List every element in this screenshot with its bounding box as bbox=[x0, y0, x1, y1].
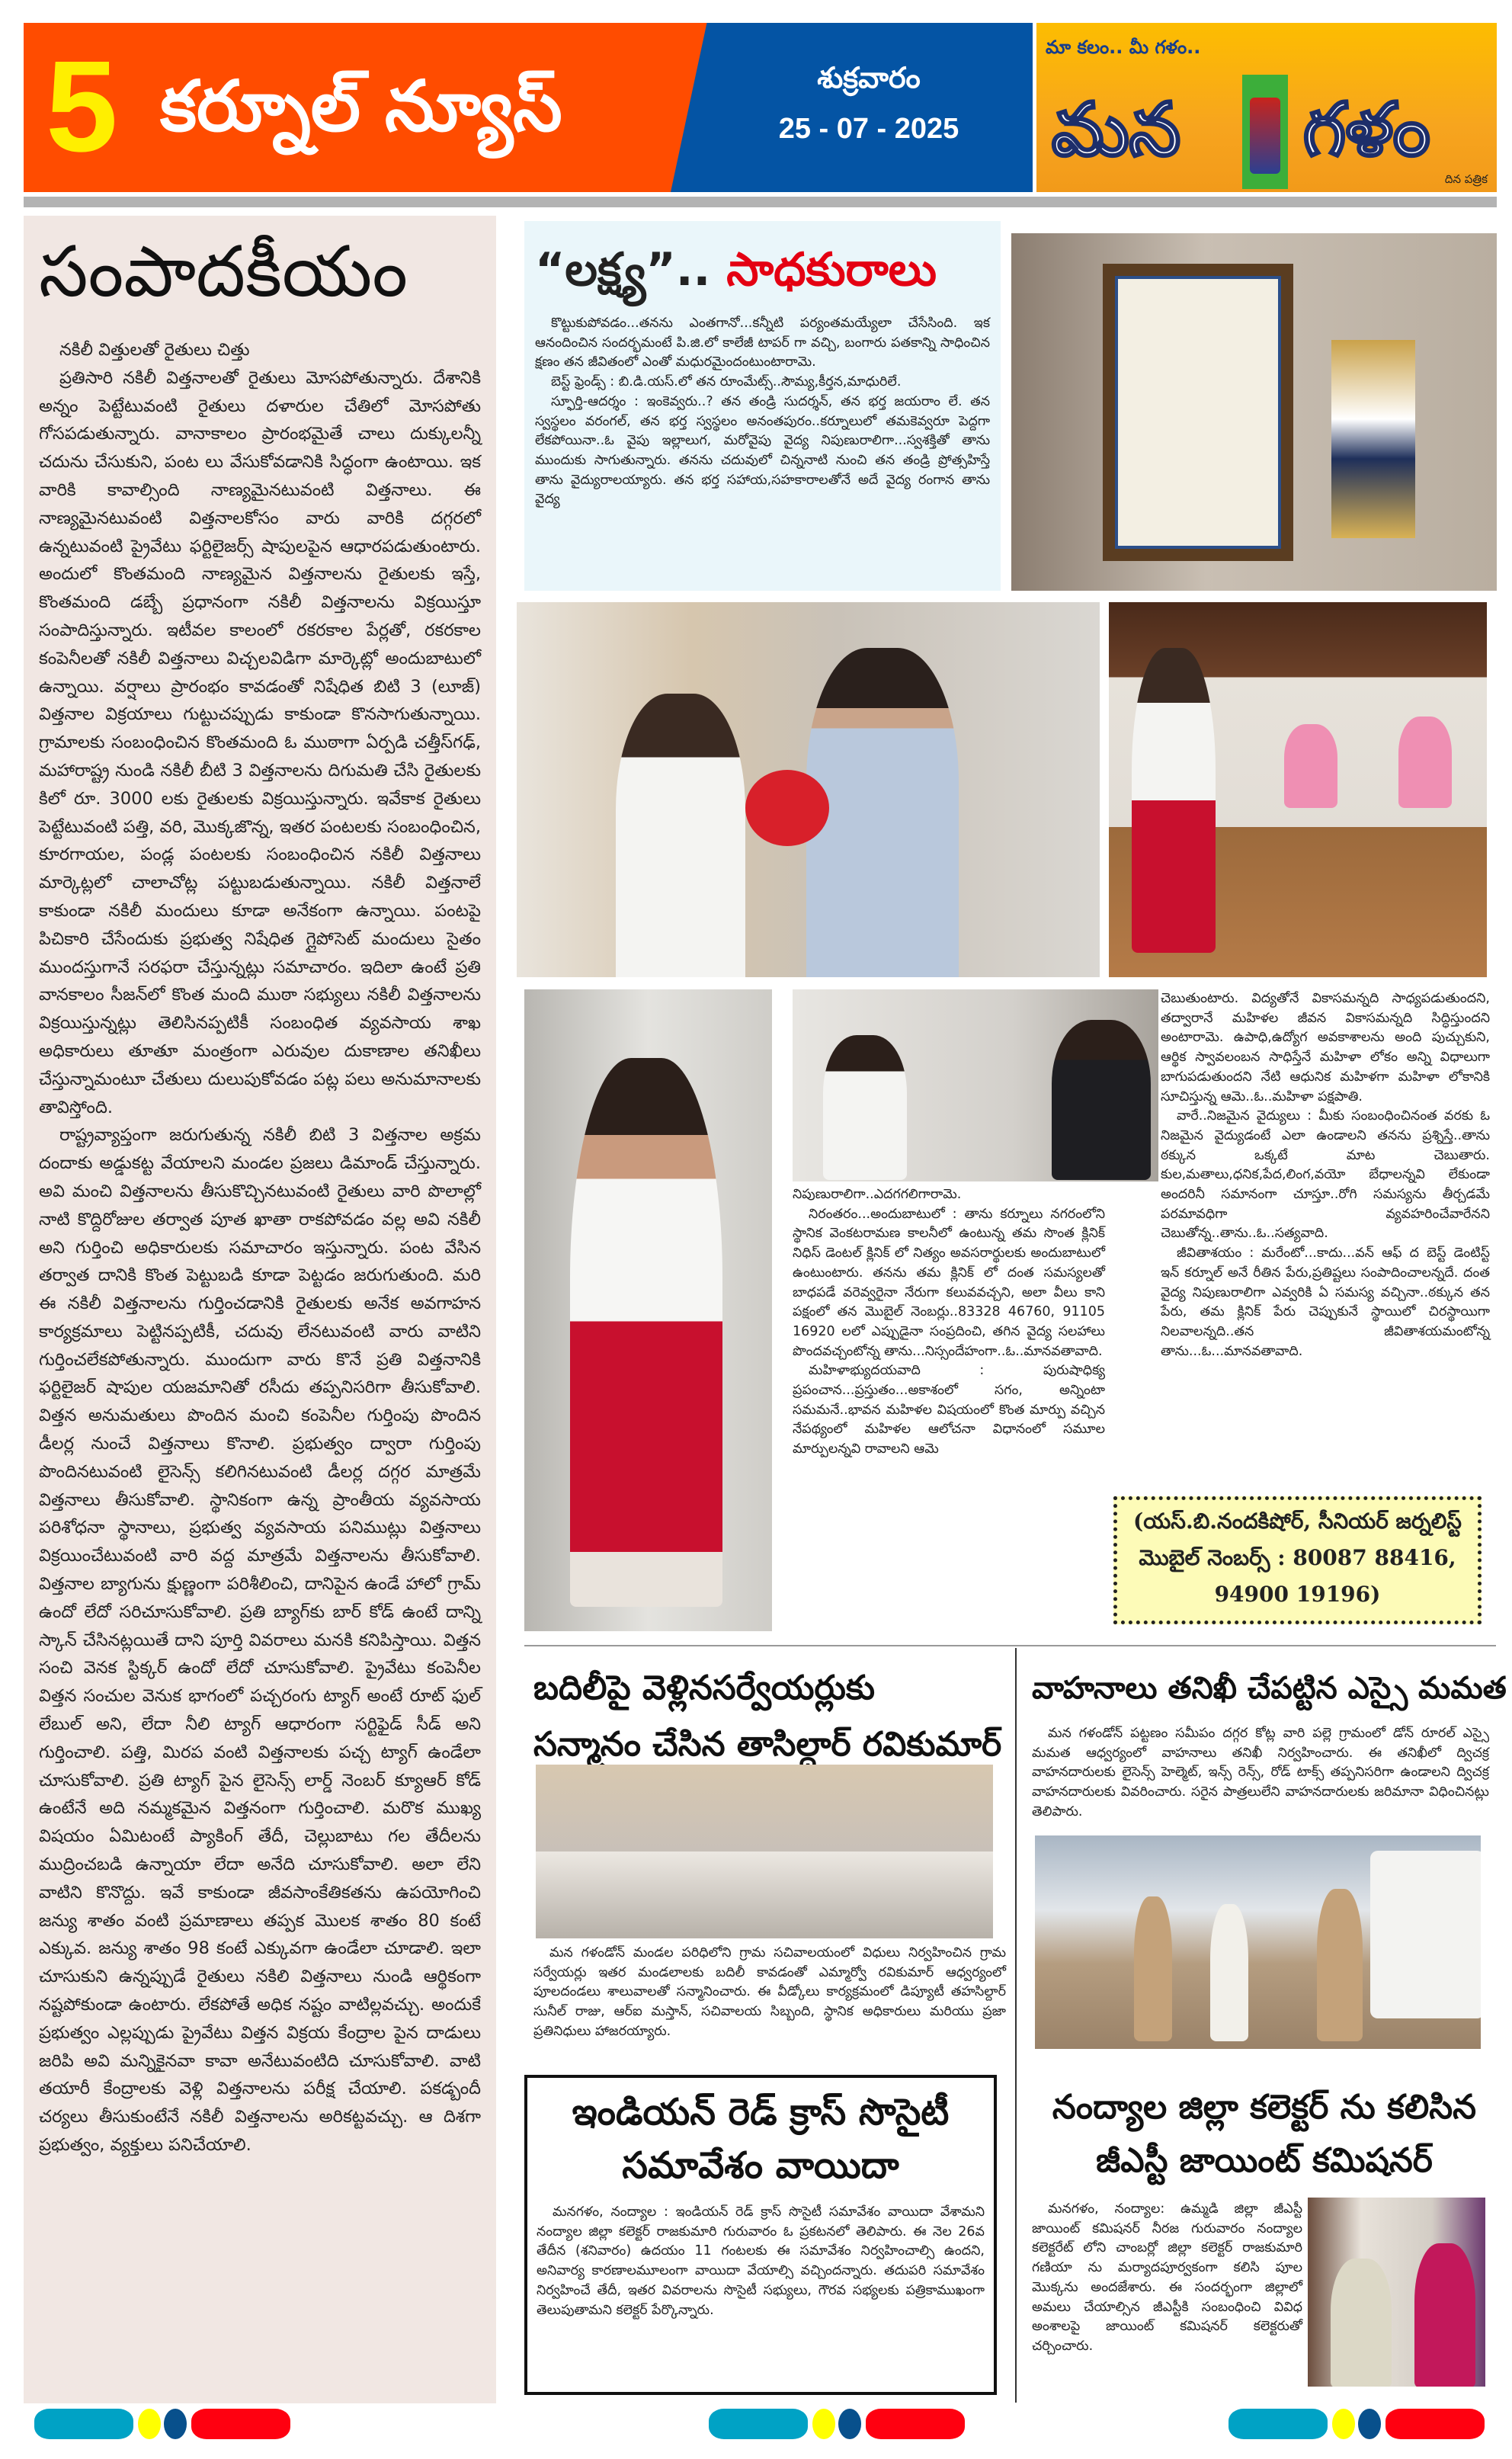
byline-author: (యస్.బి.నందకిషోర్, సీనియర్ జర్నలిస్ట్ bbox=[1133, 1508, 1462, 1534]
redcross-story-box bbox=[524, 2075, 997, 2395]
felicitation-photo bbox=[536, 1765, 993, 1938]
headline-line: బదిలీపై వెళ్లినసర్వేయర్లుకు bbox=[533, 1669, 876, 1707]
editorial-subhead: నకిలీ విత్తులతో రైతులు చిత్తు bbox=[59, 340, 250, 360]
masthead-divider bbox=[24, 197, 1497, 207]
collector-story-headline bbox=[1032, 2081, 1497, 2188]
feature-paragraph: కొట్టుకుపోవడం...తనను ఎంతగానో...కన్నీటి పర్యంతమయ్యేలా చేసేసింది. ఇక ఆనందించిన సందర్భమంటే పి.జి.లో కాలేజీ టాపర్ గా వచ్చి, బంగారు పతకాన్ని సాధించిన క్షణం తన జీవితంలో ఎంతో మధురమైందంటుంటారామె. bbox=[535, 316, 990, 370]
feature-paragraph: బెస్ట్ ఫ్రెండ్స్ : బి.డి.యస్.లో తన రూంమేట్స్..సౌమ్య,కీర్తన,మాధురిలే. bbox=[551, 374, 902, 390]
story-text: మనగళం, నంద్యాల: ఉమ్మడి జిల్లా జీఎస్టీ జాయింట్ కమిషనర్ నీరజ గురువారం నంద్యాల కలెక్టరేట్ లోని చాంబర్లో జిల్లా కలెక్టర్ రాజకుమారి గణియా ను మర్యాదపూర్వకంగా కలిసి పూల మొక్కను అందజేశారు. ఈ సందర్భంగా జిల్లాలో అమలు చేయాల్సిన జీఎస్టీకి సంబంధించి వివిధ అంశాలపై జాయింట్ కమిషనర్ కలెక్టరుతో చర్చించారు. bbox=[1032, 2201, 1302, 2354]
feature-paragraph: నిరంతరం...అందుబాటులో : తాను కర్నూలు నగరంలోని స్థానిక వెంకటరామణ కాలనీలో ఉంటున్న తమ సొంత క్లినిక్ నిధిస్ డెంటల్ క్లినిక్ లో నిత్యం అవసరార్థులకు అందుబాటులో ఉంటుంటారు. తనను తమ క్లినిక్ లో దంత సమస్యలతో బాధపడే వరెవ్వరైనా నేరుగా కలువవచ్చని, అలా వీలు కాని పక్షంలో తన మొబైల్ నెంబర్లు..83328 46760, 91105 16920 లలో ఎప్పుడైనా సంప్రదించి, తగిన వైద్య సలహాలు పొందవచ్చంటోన్న తాను...నిస్సందేహంగా..ఓ..మానవతావాది. bbox=[793, 1206, 1105, 1359]
feature-paragraph: వారే..నిజమైన వైద్యులు : మీకు సంబంధించినంత వరకు ఓ నిజమైన వైద్యుడంటే ఎలా ఉండాలని తనను ప్రశ్నిస్తే..తాను ఠక్కున ఒక్కటే మాట చెబుతారు. కుల,మతాలు,ధనిక,పేద,లింగ,వయో బేధాలన్నవి లేకుండా అందరినీ సమానంగా చూస్తూ..రోగి సమస్యను తీర్చడమే పరమావధిగా వ్యవహరించేవారేనని చెబుతోన్న..తాను..ఓ..సత్యవాది. bbox=[1161, 1108, 1490, 1242]
story-text: మనగళం, నంద్యాల : ఇండియన్ రెడ్ క్రాస్ సొసైటీ సమావేశం వాయిదా వేశామని నంద్యాల జిల్లా కలెక్టర్ రాజకుమారి గురువారం ఓ ప్రకటనలో తెలిపారు. ఈ నెల 26వ తేదీన (శనివారం) ఉదయం 11 గంటలకు ఈ సమావేశం నిర్వహించాల్సి ఉందని, అనివార్య కారణాలమూలంగా వాయిదా వేయాల్సి వచ్చిందన్నారు. తదుపరి సమావేశం నిర్వహించే తేదీ, ఇతర వివరాలను సొసైటీ సభ్యులు, గౌరవ సభ్యలకు పత్రికాముఖంగా తెలుపుతామని కలెక్టర్ పేర్కొన్నారు. bbox=[537, 2204, 985, 2318]
editorial-column bbox=[24, 216, 496, 2403]
headline-quote: “లక్ష్య”.. bbox=[535, 243, 711, 297]
doctor-portrait-photo bbox=[524, 989, 772, 1631]
section-title: కర్నూల్ న్యూస్ bbox=[160, 66, 562, 147]
byline-phone: మొబైల్ నెంబర్స్ : 80087 88416, bbox=[1139, 1545, 1456, 1570]
section-divider bbox=[524, 1645, 1496, 1646]
story-text: మన గళండోన్ పట్టణం సమీపం దగ్గర కోట్ల వారి పల్లె గ్రామంలో డోన్ రూరల్ ఎస్సై మమత ఆధ్వర్యంలో వాహనాలు తనిఖీ నిర్వహించారు. ఈ తనిఖీలో ద్విచక్ర వాహనదారులకు లైసెన్స్ హెల్మెట్, ఇన్స్ రెన్స్, రోడ్ టాక్స్ తప్పనిసరిగా ఉండాలని ద్విచక్ర వాహనదారులకు వివరించారు. సరైన పాత్రలులేని వాహనదారులకు జరిమానా విధించినట్లు తెలిపారు. bbox=[1032, 1726, 1489, 1819]
story-text: మన గళండోన్ మండల పరిధిలోని గ్రామ సచివాలయంలో విధులు నిర్వహించిన గ్రామ సర్వేయర్లు ఇతర మండలాలకు బదిలీ కావడంతో ఎమ్మార్వో రవికుమార్ ఆధ్వర్యంలో పూలదండలు శాలువాలతో సన్మానించారు. ఈ వీడ్కోలు కార్యక్రమంలో డిప్యూటీ తహసిల్దార్ సునీల్ రాజు, ఆర్ఐ మస్తాన్, సచివాలయ సిబ్బంది, స్థానిక అధికారులు మరియు ప్రజా ప్రతినిధులు హాజరయ్యారు. bbox=[533, 1945, 1006, 2039]
certificate-photo bbox=[1011, 233, 1497, 591]
logo-tagline: మా కలం.. మీ గళం.. bbox=[1046, 37, 1201, 58]
fist-pen-icon bbox=[1242, 75, 1288, 189]
footer-ornament bbox=[1228, 2409, 1495, 2442]
vehicle-story-body bbox=[1032, 1724, 1489, 1823]
collector-story-body bbox=[1032, 2200, 1302, 2357]
vehicle-story-headline: వాహనాలు తనిఖీ చేపట్టిన ఎస్సై మమత bbox=[1032, 1671, 1507, 1706]
survey-story-body bbox=[533, 1944, 1006, 2042]
logo-word-galam: గళం bbox=[1303, 87, 1430, 172]
reception-photo bbox=[1109, 602, 1487, 977]
issue-date: 25 - 07 - 2025 bbox=[778, 113, 959, 145]
footer-ornament bbox=[34, 2409, 301, 2442]
feature-paragraph: స్ఫూర్తి-ఆదర్శం : ఇంకెవ్వరు..? తన తండ్రి సుదర్శన్, తన భర్త జయరాం లే. తన స్వస్థలం వరంగల్, తన భర్త స్వస్థలం అనంతపురం..కర్నూలులో తమకెవ్వరూ పెద్దగా లేకపోయినా..ఓ వైపు ఇల్లాలుగ, మరోవైపు వైద్య నిపుణురాలిగా...స్వశక్తితో తాను ముందుకు సాగుతున్నారు. తనను చదువులో చిన్ననాటి నుంచి తన తండ్రి ప్రోత్సహిస్తే తాను వైద్యురాలయ్యారు. తన భర్త సహాయ,సహకారాలతోనే అదే వైద్య రంగాన తాను వైద్య bbox=[535, 393, 991, 508]
feature-headline bbox=[535, 239, 990, 300]
byline-phone-2: 94900 19196) bbox=[1214, 1582, 1381, 1607]
clinic-consultation-photo bbox=[793, 989, 1158, 1181]
logo-subtitle: దిన పత్రిక bbox=[1444, 172, 1488, 186]
vehicle-check-photo bbox=[1035, 1835, 1481, 2049]
redcross-headline bbox=[537, 2086, 985, 2192]
editorial-title: సంపాదకీయం bbox=[39, 231, 408, 313]
headline-line: నంద్యాల జిల్లా కలెక్టర్ ను కలిసిన bbox=[1052, 2088, 1477, 2127]
editorial-paragraph: రాష్ట్రవ్యాప్తంగా జరుగుతున్న నకిలీ బిటి 3 విత్తనాల అక్రమ దందాకు అడ్డుకట్ట వేయాలని మండల ప్రజలు డిమాండ్ చేస్తున్నారు. అవి మంచి విత్తనాలను తీసుకొచ్చినటువంటి రైతులు వారి పొలాల్లో నాటి కొద్దిరోజుల తర్వాత పూత ఖాతా రాకపోవడం వల్ల అవి నకిలీ అని గుర్తించి అధికారులకు సమాచారం ఇస్తున్నారు. పంట వేసిన తర్వాత దానికి కొంత పెట్టుబడి కూడా పెట్టడం జరుగుతుంది. మరి ఈ నకిలీ విత్తనాలను గుర్తించడానికి రైతులకు అనేక అవగాహన కార్యక్రమాలు పెట్టినప్పటికీ, చదువు లేనటువంటి వారు వాటిని గుర్తించలేకపోతున్నారు. ముందుగా వారు కొనే ప్రతి విత్తనానికి ఫర్టిలైజర్ షాపుల యజమానితో రసీదు తప్పనిసరిగా తీసుకోవాలి. విత్తన అనుమతులు పొందిన మంచి కంపెనీల గుర్తింపు పొందిన డీలర్ల నుంచే విత్తనాలు కొనాలి. ప్రభుత్వం ద్వారా గుర్తింపు పొందినటువంటి లైసెన్స్ కలిగినటువంటి డీలర్ల దగ్గర మాత్రమే విత్తనాలు తీసుకోవాలి. స్థానికంగా ఉన్న ప్రాంతీయ వ్యవసాయ పరిశోధనా స్థానాలు, ప్రభుత్వ వ్యవసాయ పనిముట్లు విత్తనాలు విక్రయించేటువంటి వారి వద్ద మాత్రమే విత్తనాలను తీసుకోవాలి. విత్తనాల బ్యాగును క్షుణ్ణంగా పరిశీలించి, దానిపైన ఉండే హాలో గ్రామ్ ఉందో లేదో సరిచూసుకోవాలి. ప్రతి బ్యాగ్‌కు బార్ కోడ్ ఉంటే దాన్ని స్కాన్ చేసినట్లయితే దాని పూర్తి వివరాలు మనకి కనిపిస్తాయి. విత్తన సంచి వెనక స్టిక్కర్ ఉందో లేదో చూసుకోవాలి. ప్రైవేటు కంపెనీల విత్తన సంచుల వెనుక భాగంలో పచ్చరంగు ట్యాగ్ అంటే రూట్ ఫుల్ లేబుల్ అని, లేదా నీలి ట్యాగ్ ఆధారంగా సర్టిఫైడ్ సీడ్ అని గుర్తించాలి. పత్తి, మిరప వంటి విత్తనాలకు పచ్చ ట్యాగ్ ఉండేలా చూసుకోవాలి. ప్రతి ట్యాగ్ పైన లైసెన్స్ లార్డ్ నెంబర్ క్యూఆర్ కోడ్ ఉంటేనే అది నమ్మకమైన విత్తనంగా గుర్తించాలి. మరొక ముఖ్య విషయం ఏమిటంటే ప్యాకింగ్ తేదీ, చెల్లుబాటు గల తేదీలను ముద్రించబడి ఉన్నాయా లేదా అనేది చూసుకోవాలి. అలా లేని వాటిని కొనొద్దు. ఇవే కాకుండా జీవసాంకేతికతను ఉపయోగించి జన్యు శాతం వంటి ప్రమాణాలు తప్పక మొలక శాతం 80 కంటే ఎక్కువ. జన్యు శాతం 98 కంటే ఎక్కువగా ఉండేలా చూడాలి. ఇలా చూసుకుని ఉన్నప్పుడే రైతులు నకిలి విత్తనాలు నుండి ఆర్థికంగా నష్టపోకుండా ఉంటారు. లేకపోతే అధిక నష్టం వాటిల్లవచ్చు. అందుకే ప్రభుత్వం ఎల్లప్పుడు ప్రైవేటు విత్తన విక్రయ కేంద్రాల పైన దాడులు జరిపి అవి మన్నికైనవా కావా అనేటువంటిది చూసుకోవాలి. వాటి తయారీ కేంద్రాలకు వెళ్లి విత్తనాలను పరీక్ష చేయాలి. పకడ్బందీ చర్యలు తీసుకుంటేనే నకిలీ విత్తనాలను అరికట్టవచ్చు. ఆ దిశగా ప్రభుత్వం, వ్యక్తులు పనిచేయాలి. bbox=[39, 1125, 481, 2155]
feature-paragraph: నిపుణురాలిగా..ఎదగగలిగారామె. bbox=[793, 1187, 962, 1202]
footer-ornament bbox=[709, 2409, 975, 2442]
headline-line: ఇండియన్ రెడ్ క్రాస్ సొసైటీ bbox=[572, 2091, 950, 2134]
feature-paragraph: మహిళాభ్యుదయవాది : పురుషాధిక్య ప్రపంచాన...ప్రస్తుతం...అకాశంలో సగం, అన్నింటా సమమనే..భావన మహిళల విషయంలో కొంత మార్పు వచ్చిన నేపథ్యంలో మహిళల ఆలోచనా విధానంలో సమూల మార్పులన్నవి రావాలని ఆమె bbox=[793, 1363, 1105, 1457]
headline-line: సమావేశం వాయిదా bbox=[622, 2144, 899, 2187]
newspaper-logo bbox=[1036, 23, 1497, 192]
feature-right-text bbox=[1161, 989, 1490, 1496]
headline-red: సాధకురాలు bbox=[726, 243, 937, 297]
feature-intro bbox=[524, 221, 1001, 591]
feature-middle-text bbox=[793, 1185, 1105, 1627]
column-divider bbox=[1015, 1648, 1017, 2403]
headline-line: జీఎస్టీ జాయింట్ కమిషనర్ bbox=[1096, 2141, 1433, 2180]
survey-story-headline bbox=[533, 1660, 1001, 1773]
feature-paragraph: జీవితాశయం : మరేంటో...కాదు...వన్ ఆఫ్ ద బెస్ట్ డెంటిస్ట్ ఇన్ కర్నూల్ అనే రీతిన పేరు,ప్రతిష్టలు సంపాదించాలన్నదే. దంత వైద్య నిపుణురాలిగా ఎవ్వరికి ఏ సమస్య వచ్చినా..ఠక్కున తన పేరు, తమ క్లినిక్ పేరు చెప్పుకునే స్థాయిలో చిరస్థాయిగా నిలవాలన్నది..తన జీవితాశయమంటోన్న తాను...ఓ...మానవతావాది. bbox=[1161, 1246, 1490, 1359]
collector-meeting-photo bbox=[1308, 2198, 1485, 2387]
logo-word-mana: మన bbox=[1052, 87, 1180, 172]
bouquet-photo bbox=[517, 602, 1100, 977]
feature-paragraph: చెబుతుంటారు. విద్యతోనే వికాసమన్నది సాధ్యపడుతుందని, తద్వారానే మహిళల జీవన వికాసమన్నది సిద్ధిస్తుందని అంటారామె. ఉపాధి,ఉద్యోగ అవకాశాలను అంది పుచ్చుకుని, ఆర్థిక స్వావలంబన సాధిస్తేనే మహిళా లోకం అన్ని విధాలుగా బాగుపడుతుందని నేటి ఆధునిక మహిళగా మహిళా లోకానికి సూచిస్తున్న ఆమె..ఓ..మహిళా పక్షపాతి. bbox=[1161, 991, 1490, 1104]
date-panel bbox=[671, 23, 1033, 192]
headline-line: సన్మానం చేసిన తాసిల్దార్ రవికుమార్ bbox=[533, 1725, 1002, 1764]
author-byline-box bbox=[1113, 1496, 1482, 1624]
page-number: 5 bbox=[46, 34, 118, 179]
weekday: శుక్రవారం bbox=[817, 61, 921, 95]
editorial-paragraph: ప్రతిసారి నకిలీ విత్తనాలతో రైతులు మోసపోతున్నారు. దేశానికి అన్నం పెట్టేటువంటి రైతులు దళారుల చేతిలో మోసపోతు గోసపడుతున్నారు. వానాకాలం ప్రారంభమైతే చాలు దుక్కులన్నీ చదును చేసుకుని, పంట లు వేసుకోవడానికి సిద్ధంగా ఉంటాయి. ఇక వారికి కావాల్సింది నాణ్యమైనటువంటి విత్తనాలు. ఈ నాణ్యమైనటువంటి విత్తనాలకోసం వారు వారికి దగ్గరలో ఉన్నటువంటి ప్రైవేటు ఫర్టిలైజర్స్ షాపులపైన ఆధారపడుతుంటారు. అందులో కొంతమంది నాణ్యమైన విత్తనాలను రైతులకు ఇస్తే, కొంతమంది డబ్బే ప్రధానంగా నకిలీ విత్తనాలను విక్రయిస్తూ సంపాదిస్తున్నారు. ఇటీవల కాలంలో రకరకాల పేర్లతో, రకరకాల కంపెనీలతో నకిలీ విత్తనాలు విచ్చలవిడిగా మార్కెట్లో అందుబాటులో ఉన్నాయి. వర్షాలు ప్రారంభం కావడంతో నిషేధిత బిటి 3 (లూజ్) విత్తనాల విక్రయాలు గుట్టుచప్పుడు కాకుండా కొనసాగుతున్నాయి. గ్రామాలకు సంబంధించిన కొంతమంది ఓ ముఠాగా ఏర్పడి చత్తీస్‌గఢ్, మహారాష్ట్ర నుండి నకిలీ బీటి 3 విత్తనాలను దిగుమతి చేసి రైతులకు కిలో రూ. 3000 లకు రైతులకు విక్రయిస్తున్నారు. ఇవేకాక రైతులు పెట్టేటువంటి పత్తి, వరి, మొక్కజొన్న, ఇతర పంటలకు సంబంధించిన, కూరగాయల, పండ్ల పంటలకు సంబంధించిన నకిలీ విత్తనాలు మార్కెట్లలో చాలాచోట్ల పట్టుబడుతున్నాయి. నకిలీ విత్తనాలే కాకుండా నకిలీ మందులు కూడా అనేకంగా ఉన్నాయి. పంటపై పిచికారి చేసేందుకు ప్రభుత్వ నిషేధిత గ్లైపోసెట్ మందులు సైతం ముందస్తుగానే సరఫరా చేస్తున్నట్లు సమాచారం. ఇదిలా ఉంటే ప్రతి వానకాలం సీజన్‌లో కొంత మంది ముఠా సభ్యులు నకిలీ విత్తనాలను విక్రయిస్తున్నట్లు తెలిసినప్పటికీ సంబంధిత వ్యవసాయ శాఖ అధికారులు తూతూ మంత్రంగా ఎరువుల దుకాణాల తనిఖీలు చేస్తున్నామంటూ చేతులు దులుపుకోవడం పట్ల పలు అనుమానాలకు తావిస్తోంది. bbox=[39, 367, 481, 1117]
